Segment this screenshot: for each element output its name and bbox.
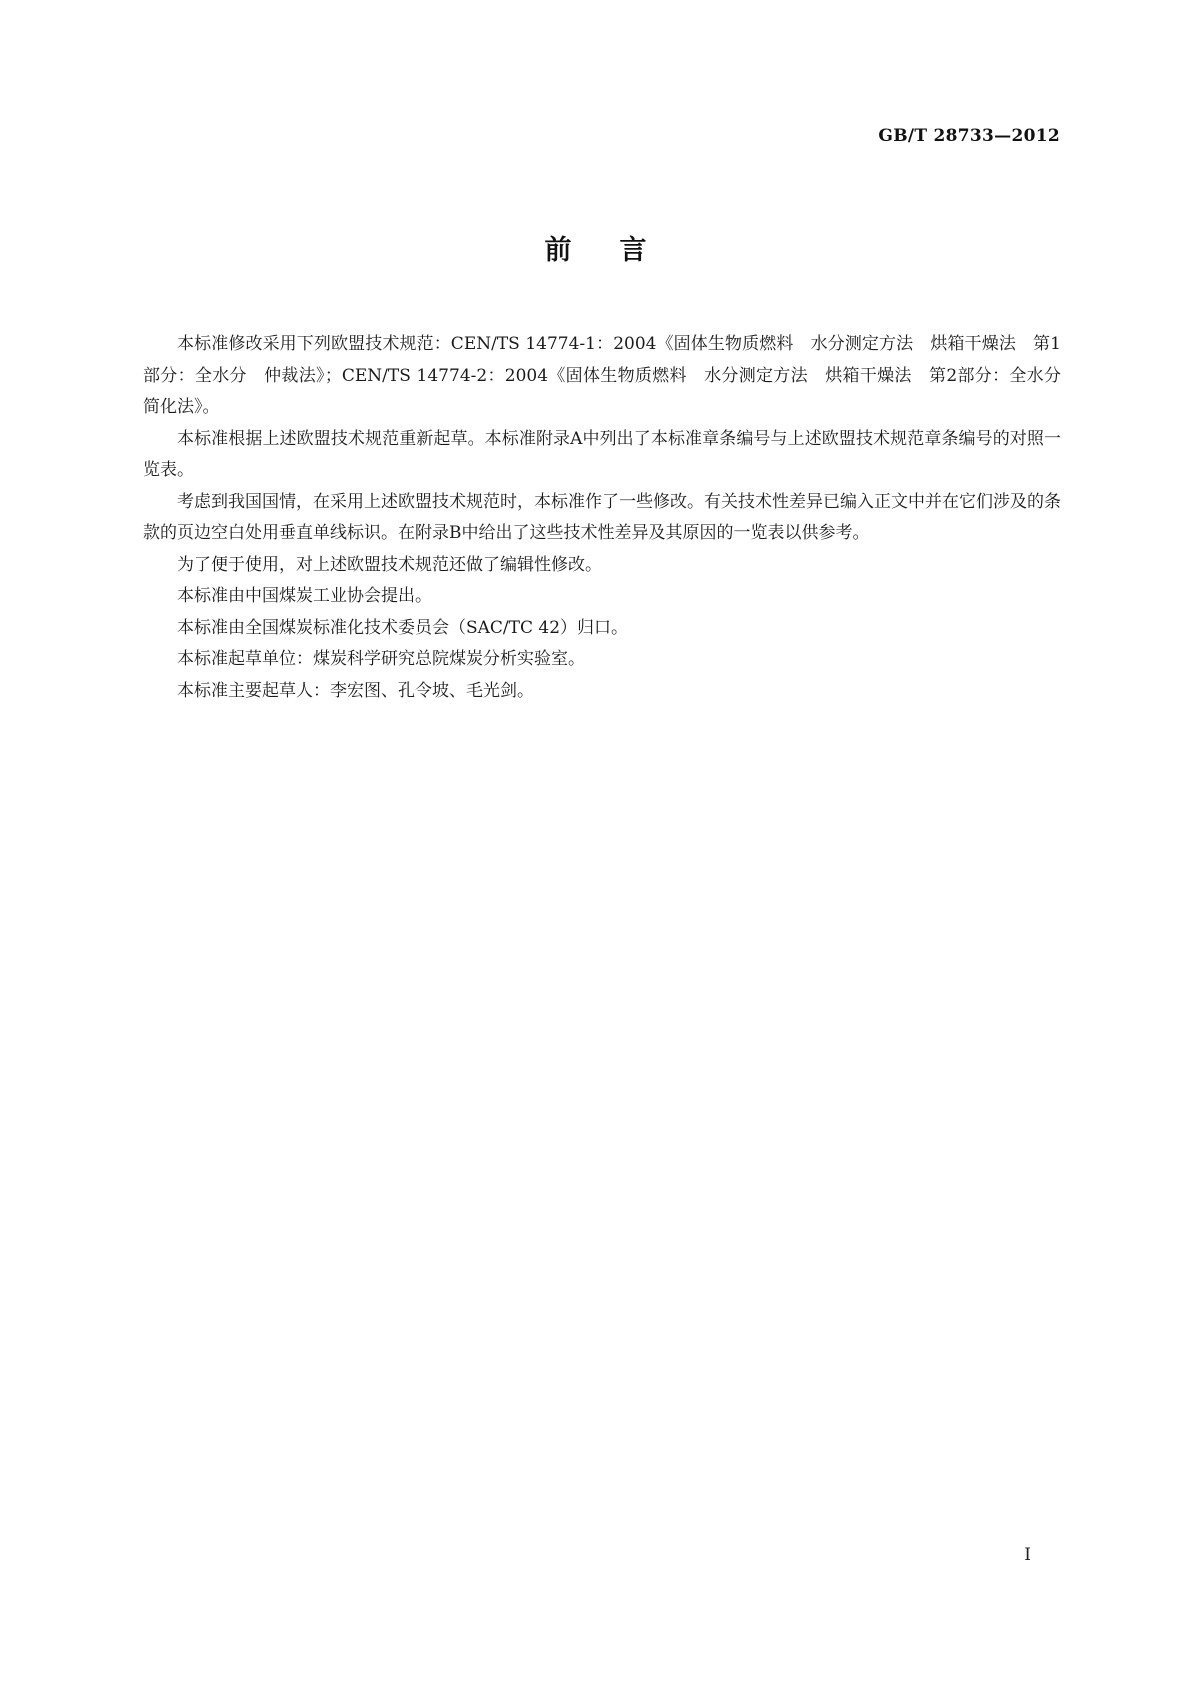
paragraph-drafters: 本标准主要起草人：李宏图、孔令坡、毛光剑。 bbox=[177, 680, 534, 701]
paragraph-drafting-basis: 本标准根据上述欧盟技术规范重新起草。本标准附录A中列出了本标准章条编号与上述欧盟技术规范章条编号的对照一览表。 bbox=[143, 428, 1061, 480]
paragraph-adoption: 本标准修改采用下列欧盟技术规范：CEN/TS 14774-1：2004《固体生物质燃料 水分测定方法 烘箱干燥法 第1部分：全水分 仲裁法》；CEN/TS 14774-2：2004《固体生物质燃料 水分测定方法 烘箱干燥法 第2部分：全水分 简化法》。 bbox=[143, 334, 1078, 417]
paragraph-proposer: 本标准由中国煤炭工业协会提出。 bbox=[177, 586, 432, 606]
paragraph-editorial-changes: 为了便于使用，对上述欧盟技术规范还做了编辑性修改。 bbox=[177, 554, 602, 575]
standard-number: GB/T 28733—2012 bbox=[878, 126, 1060, 146]
paragraph-technical-differences: 考虑到我国国情，在采用上述欧盟技术规范时，本标准作了一些修改。有关技术性差异已编入正文中并在它们涉及的条款的页边空白处用垂直单线标识。在附录B中给出了这些技术性差异及其原因的一览表以供参考。 bbox=[143, 491, 1061, 543]
paragraph-committee: 本标准由全国煤炭标准化技术委员会（SAC/TC 42）归口。 bbox=[177, 617, 629, 638]
page-title: 前言 bbox=[544, 235, 695, 266]
paragraph-drafting-unit: 本标准起草单位：煤炭科学研究总院煤炭分析实验室。 bbox=[177, 649, 585, 669]
foreword-body bbox=[143, 329, 1078, 707]
page-number: I bbox=[1024, 1545, 1031, 1565]
